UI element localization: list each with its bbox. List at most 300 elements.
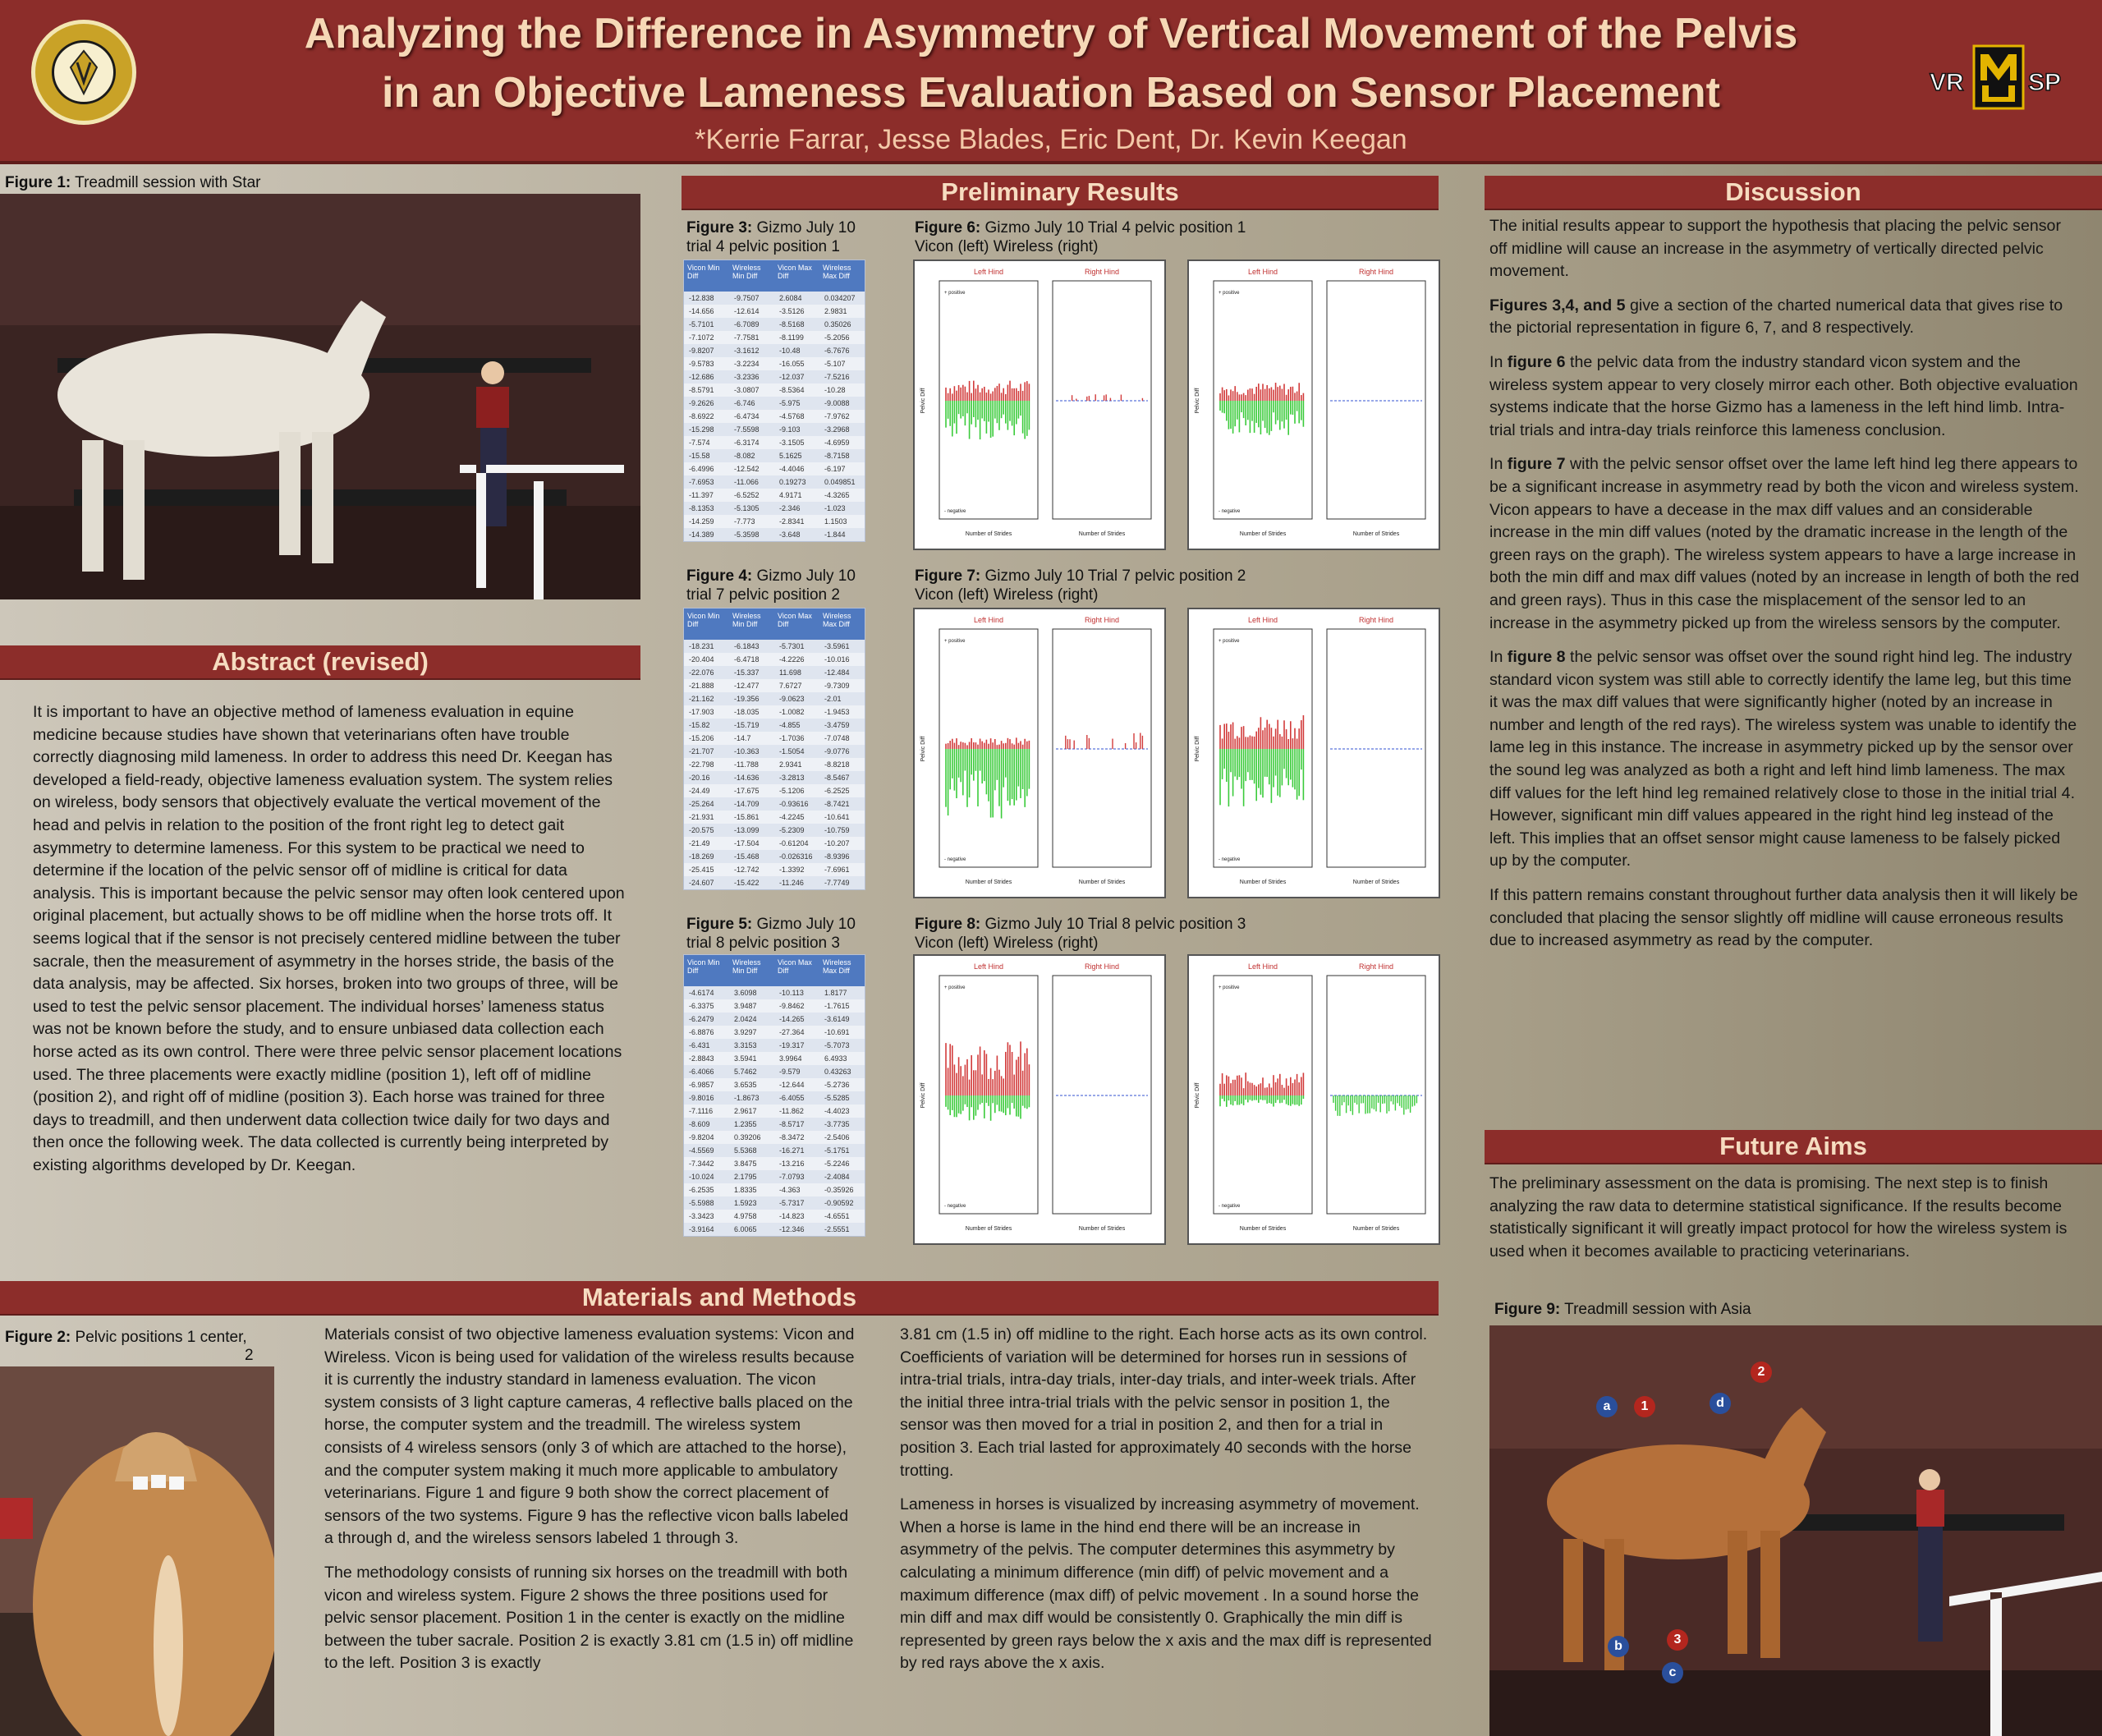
table-cell: 1.8335 [734,1186,757,1194]
table-cell: -21.888 [689,682,714,690]
table-cell: -9.8016 [689,1094,714,1102]
x-axis-label: Number of Strides [1239,879,1287,885]
table-cell: 2.9617 [734,1107,757,1115]
y-axis-label: Pelvic Diff [920,1082,926,1109]
table-cell: -12.037 [779,373,805,381]
table-cell: -15.58 [689,452,710,460]
positive-label: + positive [1219,291,1240,296]
table-cell: -4.5768 [779,412,805,420]
table-header-cell: Vicon Max Diff [778,612,812,628]
figure9-marker: 1 [1634,1396,1655,1417]
right-panel-title: Right Hind [1358,268,1394,276]
figure7-caption-text: Gizmo July 10 Trial 7 pelvic position 2 [984,567,1246,585]
table-cell: -22.076 [689,668,714,677]
left-panel-title: Left Hind [1247,268,1278,276]
table-cell: -18.269 [689,852,714,861]
table-cell: -8.5364 [779,386,805,394]
table-cell: -0.93616 [779,800,809,808]
table-cell: -4.6959 [824,439,850,447]
figure8-wireless-chart [1187,954,1440,1245]
table-cell: 0.43263 [824,1068,851,1076]
negative-label: - negative [1219,857,1241,862]
abstract-text: It is important to have an objective method of lameness evaluation in equine medicine because studies have shown that veterinarians often have trouble correctly diagnosing mild lameness. In order to address this need Dr. Keegan has developed a field-ready, objective lameness evaluation system. The system relies on wireless, body sensors that objectively evaluate the vertical movement of the head and pelvis in relation to the position of the front right leg to detect gait asymmetry to determine lameness. For this system to be practical we need to determine if the location of the pelvic sensor off of midline is critical for data analysis. This is important because the pelvic sensor may often look centered upon original placement, but actually shows to be off midline when the horse trots off. It seems logical that if the sensor is not precisely centered midline between the tuber sacrale, then the measurement of asymmetry in the horses stride, the basis of the data analysis, may be affected. Six horses, broken into two groups of three, will be used to test the pelvic sensor placement. The individual horses’ lameness status was not be known before the study, and to ensure unbiased data collection each horse acted as its own control. There were three pelvic sensor placement locations used. The three placements were exactly midline (position 1), left off of midline (position 2), and right off of midline (position 3). Each horse was trained for three days to treadmill, and then underwent data collection twice daily for two days and then once the following week. The data collected is currently being interpreted by existing algorithms developed by Dr. Keegan. [33,703,625,1174]
table-cell: -4.3265 [824,491,850,499]
table-cell: -16.055 [779,360,805,368]
table-cell: -6.3375 [689,1002,714,1010]
table-row [684,1183,865,1196]
table-cell: -5.7317 [779,1199,805,1207]
x-axis-label: Number of Strides [1352,879,1400,885]
table-cell: -9.0776 [824,747,850,755]
table-cell: -5.3598 [734,530,760,539]
discussion-p5-bold: figure 8 [1507,648,1566,667]
table-header [684,609,865,640]
table-cell: 0.034207 [824,294,856,302]
table-cell: -12.346 [779,1225,805,1233]
table-row [684,732,865,745]
figure4-label: Figure 4: [686,567,753,585]
x-axis-label: Number of Strides [1078,1226,1126,1232]
table-cell: 1.5923 [734,1199,757,1207]
table-cell: -25.264 [689,800,714,808]
figure3-table [683,259,865,542]
right-panel-title: Right Hind [1084,268,1120,276]
table-row [684,410,865,423]
table-row [684,876,865,889]
table-cell: -2.5406 [824,1133,850,1141]
table-cell: -6.7676 [824,347,850,355]
discussion-p4 [1489,453,2081,635]
table-cell: -2.5551 [824,1225,850,1233]
seal-emblem-icon [52,40,116,104]
table-row [684,1196,865,1210]
figure1-caption-text: Treadmill session with Star [75,174,261,191]
table-cell: -5.7101 [689,320,714,328]
table-row [684,1091,865,1105]
figure7-wireless-chart [1187,608,1440,898]
right-panel-frame [1053,976,1151,1214]
left-panel-title: Left Hind [973,268,1004,276]
table-cell: -6.4734 [734,412,760,420]
table-cell: -3.2968 [824,425,850,434]
table-cell: -9.2626 [689,399,714,407]
table-row [684,640,865,653]
x-axis-label: Number of Strides [965,1226,1012,1232]
figure8-caption-sub: Vicon (left) Wireless (right) [915,935,1099,952]
table-cell: 3.9487 [734,1002,757,1010]
table-cell: -1.5054 [779,747,805,755]
table-cell: -7.5598 [734,425,760,434]
table-cell: -5.5285 [824,1094,850,1102]
table-header-cell: Wireless Min Diff [732,612,761,628]
table-row [684,719,865,732]
negative-label: - negative [1219,509,1241,514]
table-cell: -5.5988 [689,1199,714,1207]
table-cell: -6.2479 [689,1015,714,1023]
table-cell: -18.231 [689,642,714,650]
table-cell: -24.607 [689,879,714,887]
table-cell: -8.1199 [779,333,804,342]
table-cell: -17.675 [734,787,760,795]
table-cell: -12.742 [734,866,760,874]
table-cell: -8.5717 [779,1120,805,1128]
table-cell: -2.346 [779,504,801,512]
table-cell: -4.6551 [824,1212,850,1220]
table-cell: -8.7158 [824,452,850,460]
table-cell: -3.5126 [779,307,805,315]
figure8-label: Figure 8: [915,916,981,933]
table-cell: -12.477 [734,682,760,690]
figure2-number: 2 [245,1347,254,1364]
table-cell: 5.7462 [734,1068,757,1076]
figure9-marker: c [1662,1662,1683,1683]
table-cell: 6.0065 [734,1225,757,1233]
table-row [684,475,865,489]
table-cell: -11.788 [734,760,759,769]
table-cell: -4.363 [779,1186,801,1194]
methods-p1: Materials consist of two objective lameness evaluation systems: Vicon and Wireless. Vicon is being used for validation of the wireless results because it is currently the industry standard in lameness evaluation. The vicon system consists of 3 light capture cameras, 4 reflective balls placed on the horse, the computer system and the treadmill. The wireless system consists of 4 wireless sensors (only 3 of which are attached to the horse), and the computer system making it much more applicable to ambulatory veterinarians. Figure 1 and figure 9 both show the correct placement of sensors of the two systems. Figure 9 has the reflective vicon balls labeled a through d, and the wireless sensors labeled 1 through 3. [324,1325,855,1548]
poster-title-line1: Analyzing the Difference in Asymmetry of Vertical Movement of the Pelvis [304,10,1798,57]
table-row [684,305,865,318]
table-cell: -3.1505 [779,439,805,447]
left-panel-title: Left Hind [1247,962,1278,971]
table-row [684,397,865,410]
table-cell: -12.838 [689,294,714,302]
table-cell: 0.19273 [779,478,806,486]
table-cell: 1.8177 [824,989,847,997]
figure5-caption-text: Gizmo July 10 trial 8 pelvic position 3 [686,916,856,952]
table-cell: -2.8843 [689,1054,714,1063]
table-cell: -8.6922 [689,412,714,420]
figure8-vicon-chart [913,954,1166,1245]
right-panel-frame [1327,281,1425,519]
positive-label: + positive [944,291,966,296]
table-row [684,528,865,541]
table-cell: 2.6084 [779,294,802,302]
table-header [684,260,865,292]
table-cell: -10.113 [779,989,804,997]
figure9-caption-text: Treadmill session with Asia [1564,1301,1751,1318]
table-cell: -7.574 [689,439,710,447]
table-cell: -25.415 [689,866,714,874]
table-header-cell: Vicon Min Diff [687,264,720,280]
figure2-photo [0,1366,274,1736]
table-cell: 3.3153 [734,1041,757,1049]
y-axis-label: Pelvic Diff [1195,736,1200,762]
table-cell: 3.8475 [734,1160,757,1168]
table-row [684,331,865,344]
right-panel-frame [1327,629,1425,867]
table-row [684,705,865,719]
table-cell: -6.431 [689,1041,710,1049]
negative-label: - negative [944,857,966,862]
figure9-marker: d [1710,1393,1731,1414]
table-cell: -1.9453 [824,708,850,716]
table-cell: -0.61204 [779,839,809,847]
table-cell: -4.4023 [824,1107,850,1115]
table-row [684,1170,865,1183]
left-panel-title: Left Hind [973,962,1004,971]
figure8-caption-text: Gizmo July 10 Trial 8 pelvic position 3 [984,916,1246,933]
table-cell: -3.648 [779,530,801,539]
table-cell: -19.356 [734,695,760,703]
discussion-p4-text: with the pelvic sensor offset over the lame left hind leg there appears to be a significant increase in asymmetry read by both the vicon and wireless system. Vicon appears to have a decease in the max diff values and an considerable increase in the min diff values (noted by the dramatic increase in the length of the green rays on the graph). The wireless system appears to have a large increase in both the min diff and max diff values (noted by an increase in length of both the red and green rays). Thus in this case the misplacement of the sensor led to an increase in the asymmetry picked up from the wireless sensors by the computer. [1489,455,2080,632]
table-row [684,999,865,1013]
table-cell: -5.7073 [824,1041,850,1049]
discussion-p1: The initial results appear to support the hypothesis that placing the pelvic sensor off midline will cause an increase in the asymmetry of vertically directed pelvic movement. [1489,217,2061,281]
table-cell: -8.5168 [779,320,805,328]
table-cell: -11.862 [779,1107,804,1115]
figure2-caption-text: Pelvic positions 1 center, [75,1329,247,1346]
table-cell: -10.363 [734,747,760,755]
table-cell: -8.7421 [824,800,850,808]
table-cell: -22.798 [689,760,714,769]
table-row [684,653,865,666]
table-header [684,955,865,986]
table-cell: -10.28 [824,386,846,394]
table-cell: -11.397 [689,491,714,499]
right-panel-title: Right Hind [1358,616,1394,624]
figure6-label: Figure 6: [915,219,981,237]
table-cell: -1.844 [824,530,846,539]
table-cell: -12.542 [734,465,760,473]
table-cell: -3.3423 [689,1212,714,1220]
figure7-caption-sub: Vicon (left) Wireless (right) [915,586,1099,604]
x-axis-label: Number of Strides [1239,531,1287,537]
discussion-p3-text: the pelvic data from the industry standard vicon system and the wireless system appear to very closely mirror each other. Both objective evaluation systems indicate that the horse Gizmo has a lameness in the left hind limb. Intra-trial trials and intra-day trials reinforce this lameness conclusion. [1489,352,2078,439]
table-header-cell: Vicon Max Diff [778,958,812,975]
discussion-p2 [1489,295,2081,340]
table-cell: 2.1795 [734,1173,757,1181]
table-cell: -12.686 [689,373,714,381]
future-aims-heading: Future Aims [1485,1130,2102,1164]
table-cell: -3.2336 [734,373,760,381]
table-cell: -3.0807 [734,386,760,394]
table-cell: -5.1206 [779,787,805,795]
table-cell: -15.337 [734,668,760,677]
table-cell: 6.4933 [824,1054,847,1063]
table-cell: -7.3442 [689,1160,714,1168]
table-cell: -15.468 [734,852,760,861]
table-cell: -6.3174 [734,439,760,447]
table-header-cell: Vicon Min Diff [687,958,720,975]
table-header-cell: Vicon Min Diff [687,612,720,628]
figure1-caption [5,174,260,192]
table-cell: -5.7301 [779,642,805,650]
table-cell: -6.4055 [779,1094,805,1102]
table-cell: -2.4084 [824,1173,850,1181]
table-cell: 3.6535 [734,1081,757,1089]
table-cell: -12.614 [734,307,760,315]
table-cell: -6.4718 [734,655,760,664]
figure3-label: Figure 3: [686,219,753,237]
table-cell: -5.2309 [779,826,805,834]
vrmusp-logo [1926,43,2071,112]
table-cell: -0.35926 [824,1186,854,1194]
figure1-label: Figure 1: [5,174,71,191]
methods-column1 [324,1324,858,1687]
table-cell: -24.49 [689,787,710,795]
table-cell: -3.7735 [824,1120,850,1128]
right-panel-title: Right Hind [1084,616,1120,624]
figure2-caption [5,1329,251,1347]
table-header-cell: Wireless Max Diff [823,958,851,975]
table-cell: -9.5783 [689,360,714,368]
table-cell: -7.7749 [824,879,850,887]
figure2-label: Figure 2: [5,1329,71,1346]
table-cell: -11.246 [779,879,804,887]
table-cell: -13.216 [779,1160,805,1168]
table-cell: -18.035 [734,708,760,716]
table-cell: -5.107 [824,360,846,368]
table-cell: 1.2355 [734,1120,757,1128]
table-cell: -8.609 [689,1120,710,1128]
negative-label: - negative [944,509,966,514]
table-row [684,1026,865,1039]
methods-p2: The methodology consists of running six horses on the treadmill with both vicon and wireless system. Figure 2 shows the three positions used for pelvic sensor placement. Position 1 in the center is exactly on the midline between the tuber sacrale. Position 2 is exactly 3.81 cm (1.5 in) off midline to the left. Position 3 is exactly [324,1563,854,1673]
figure9-label: Figure 9: [1494,1301,1561,1318]
table-row [684,1157,865,1170]
table-cell: 2.9341 [779,760,802,769]
table-cell: -9.7507 [734,294,760,302]
table-cell: -9.103 [779,425,801,434]
table-cell: -12.484 [824,668,850,677]
table-cell: -10.641 [824,813,850,821]
table-row [684,1052,865,1065]
table-cell: -1.7036 [779,734,805,742]
table-cell: 4.9758 [734,1212,757,1220]
figure6-caption-sub: Vicon (left) Wireless (right) [915,238,1099,255]
table-cell: -9.8207 [689,347,714,355]
table-row [684,811,865,824]
table-cell: -15.298 [689,425,714,434]
y-axis-label: Pelvic Diff [1195,1082,1200,1109]
table-row [684,462,865,475]
figure6-caption [915,218,1440,256]
figure9-marker: b [1608,1636,1629,1657]
table-cell: -7.1116 [689,1107,714,1115]
table-cell: -4.855 [779,721,801,729]
table-row [684,986,865,999]
table-cell: -7.6961 [824,866,850,874]
poster-title-line2: in an Objective Lameness Evaluation Based on Sensor Placement [382,69,1720,117]
table-cell: -8.1353 [689,504,714,512]
table-row [684,502,865,515]
table-cell: -15.861 [734,813,760,821]
table-cell: -5.1751 [824,1146,850,1155]
table-cell: -3.5961 [824,642,850,650]
discussion-p3 [1489,351,2081,442]
figure9-marker: 3 [1667,1629,1688,1651]
table-header-cell: Vicon Max Diff [778,264,812,280]
table-cell: -9.0088 [824,399,850,407]
right-panel-frame [1053,281,1151,519]
table-row [684,1078,865,1091]
discussion-p2-bold: Figures 3,4, and 5 [1489,296,1626,315]
table-row [684,318,865,331]
table-row [684,797,865,811]
table-cell: -3.2813 [779,774,805,782]
figure7-caption [915,567,1440,604]
table-cell: -16.271 [779,1146,805,1155]
table-cell: -20.404 [689,655,714,664]
y-axis-label: Pelvic Diff [1195,388,1200,414]
figure3-caption-text: Gizmo July 10 trial 4 pelvic position 1 [686,219,856,255]
table-cell: -10.691 [824,1028,850,1036]
table-row [684,863,865,876]
table-row [684,850,865,863]
table-cell: -14.389 [689,530,714,539]
table-cell: 2.0424 [734,1015,757,1023]
figure1-photo [0,194,640,599]
figure5-table [683,954,865,1237]
figure5-caption [686,915,883,953]
table-cell: 5.1625 [779,452,802,460]
table-row [684,1144,865,1157]
table-row [684,666,865,679]
table-cell: 0.049851 [824,478,856,486]
table-cell: -1.8673 [734,1094,760,1102]
figure7-label: Figure 7: [915,567,981,585]
figure9-caption [1494,1301,1751,1319]
table-cell: -21.707 [689,747,714,755]
table-cell: -7.5216 [824,373,850,381]
table-cell: -7.6953 [689,478,714,486]
table-cell: -6.2535 [689,1186,714,1194]
x-axis-label: Number of Strides [1352,1226,1400,1232]
table-row [684,357,865,370]
positive-label: + positive [944,985,966,990]
discussion-p4-bold: figure 7 [1507,455,1566,474]
table-cell: -9.0623 [779,695,805,703]
table-row [684,679,865,692]
table-cell: -3.9164 [689,1225,714,1233]
table-row [684,436,865,449]
table-cell: -10.024 [689,1173,714,1181]
x-axis-label: Number of Strides [1239,1226,1287,1232]
table-cell: 2.9831 [824,307,847,315]
table-cell: -4.2226 [779,655,805,664]
svg-text:VR: VR [1930,69,1964,96]
table-header-cell: Wireless Max Diff [823,612,851,628]
table-header-cell: Wireless Min Diff [732,264,761,280]
table-cell: -15.719 [734,721,760,729]
table-cell: -6.2525 [824,787,850,795]
table-cell: -14.709 [734,800,760,808]
table-cell: -5.1305 [734,504,760,512]
methods-p4: Lameness in horses is visualized by increasing asymmetry of movement. When a horse is lame in the hind end there will be an increase in asymmetry of the pelvis. The computer determines this asymmetry by calculating a minimum difference (min diff) of pelvic movement and a maximum difference (max diff) of pelvic movement . In a sound horse the min diff and max diff would be consistently 0. Graphically the min diff is represented by green rays below the x axis and the max diff is represented by red rays above the x axis. [900,1495,1432,1673]
methods-heading: Materials and Methods [0,1281,1439,1316]
table-cell: -7.773 [734,517,755,526]
table-cell: 3.9964 [779,1054,802,1063]
table-cell: -1.0082 [779,708,805,716]
svg-text:SP: SP [2028,69,2062,96]
table-row [684,1210,865,1223]
table-cell: -12.644 [779,1081,805,1089]
figure6-vicon-chart [913,259,1166,550]
table-cell: -9.8204 [689,1133,714,1141]
figure3-caption [686,218,883,256]
table-row [684,784,865,797]
table-cell: -21.49 [689,839,710,847]
table-row [684,1131,865,1144]
table-cell: -4.4046 [779,465,805,473]
table-cell: -6.7089 [734,320,760,328]
table-cell: -8.082 [734,452,755,460]
table-cell: 3.6098 [734,989,757,997]
table-row [684,449,865,462]
table-row [684,489,865,502]
